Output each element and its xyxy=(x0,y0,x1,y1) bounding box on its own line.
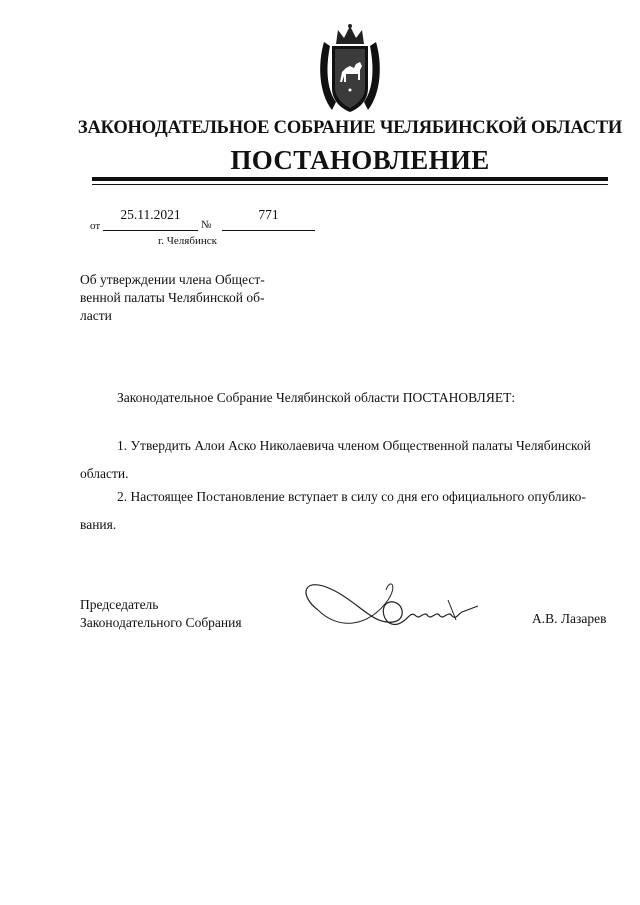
document-date: 25.11.2021 xyxy=(120,207,181,222)
position-line: Законодательного Собрания xyxy=(80,615,242,630)
coat-of-arms-icon xyxy=(316,22,384,118)
signer-name: А.В. Лазарев xyxy=(532,611,607,626)
subject-line: Об утверждении члена Общест- xyxy=(80,272,265,287)
position-line: Председатель xyxy=(80,597,159,612)
item-1-line-2: области. xyxy=(80,466,129,481)
date-underline xyxy=(103,230,198,231)
subject-line: венной палаты Челябинской об- xyxy=(80,290,265,305)
number-label: № xyxy=(201,219,212,231)
document-type-title: ПОСТАНОВЛЕНИЕ xyxy=(230,145,490,175)
preamble: Законодательное Собрание Челябинской области ПОСТАНОВЛЯЕТ: xyxy=(117,390,516,405)
from-label: от xyxy=(90,220,101,232)
item-1-line-1: 1. Утвердить Алои Аско Николаевича членом Общественной палаты Челябинской xyxy=(117,438,591,453)
handwritten-signature xyxy=(298,570,483,635)
header-rule-thin xyxy=(92,184,608,185)
number-underline xyxy=(222,230,315,231)
item-2-line-1: 2. Настоящее Постановление вступает в силу со дня его официального опублико- xyxy=(117,489,586,504)
subject-line: ласти xyxy=(80,308,112,323)
header-rule-thick xyxy=(92,177,608,181)
city: г. Челябинск xyxy=(158,235,217,247)
document-number: 771 xyxy=(258,207,279,222)
item-2-line-2: вания. xyxy=(80,517,117,532)
document-subject xyxy=(80,271,295,325)
signer-position xyxy=(80,596,242,632)
assembly-title: ЗАКОНОДАТЕЛЬНОЕ СОБРАНИЕ ЧЕЛЯБИНСКОЙ ОБЛАСТИ xyxy=(77,118,623,138)
